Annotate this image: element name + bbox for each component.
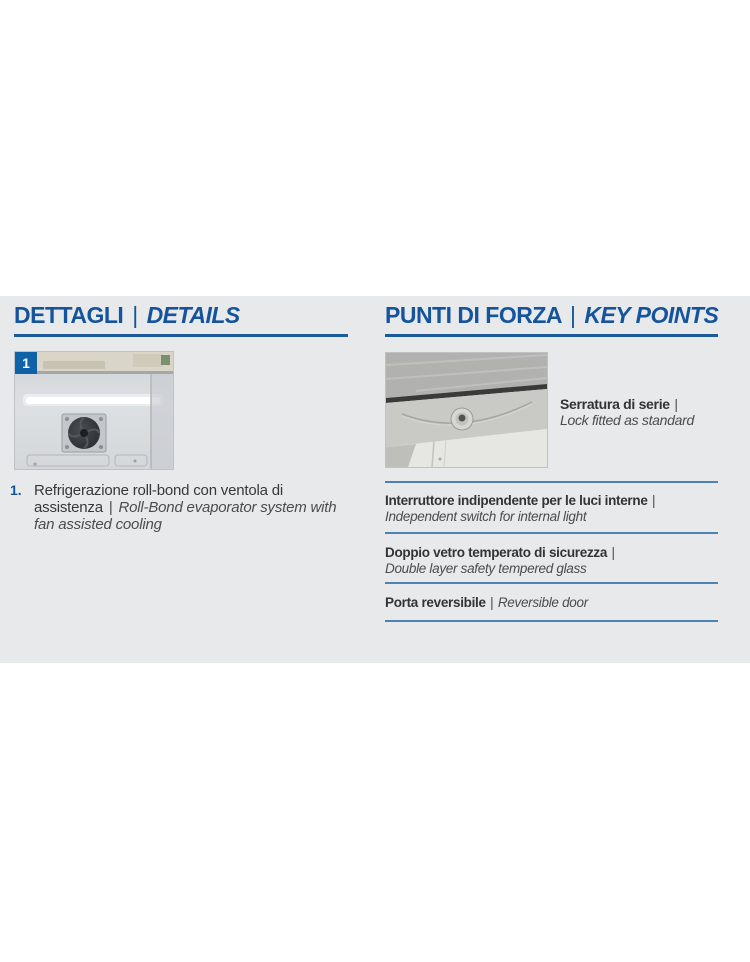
key-point-divider [385,582,718,584]
key-point-3-italian: Doppio vetro temperato di sicurezza [385,545,608,560]
key-point-3-english: Double layer safety tempered glass [385,561,587,576]
key-point-2-english: Independent switch for internal light [385,509,587,524]
fridge-interior-fan-photo [14,351,174,470]
detail-item-number: 1. [10,482,22,498]
detail-text-english: Roll-Bond evaporator system with fan assisted cooling [34,499,337,533]
key-points-title-separator: | [570,302,576,328]
detail-text-separator: | [108,499,113,516]
product-info-panel [0,296,750,663]
key-point-divider [385,481,718,483]
key-point-2-italian: Interruttore indipendente per le luci interne [385,493,648,508]
key-point-3 [385,545,725,577]
door-lock-illustration [386,353,547,467]
details-section [10,296,348,663]
key-points-section-title [385,301,718,337]
key-point-4-italian: Porta reversibile [385,595,486,610]
detail-text-italian: Refrigerazione roll-bond con ventola di assistenza [34,482,284,516]
key-point-1-italian: Serratura di serie [560,396,670,412]
key-points-section [385,296,718,663]
door-lock-photo [385,352,548,468]
details-title-english: DETAILS [146,302,240,328]
key-point-1-separator: | [674,396,678,412]
key-point-4-english: Reversible door [497,595,588,610]
key-point-4-separator: | [490,595,494,610]
key-point-2 [385,493,725,525]
detail-item-text [34,482,348,533]
key-point-2-separator: | [652,493,656,508]
key-points-title-english: KEY POINTS [584,302,719,328]
photo-number-badge: 1 [15,352,37,374]
key-point-3-separator: | [611,545,615,560]
key-points-title-italian: PUNTI DI FORZA [385,302,562,328]
details-section-title [14,301,348,337]
key-point-1-caption [560,396,725,428]
fridge-interior-illustration [15,352,173,469]
details-title-italian: DETTAGLI [14,302,124,328]
key-point-4 [385,595,725,611]
key-point-1-english: Lock fitted as standard [560,412,694,428]
detail-item-1 [10,482,348,533]
details-title-separator: | [132,302,138,328]
key-point-divider [385,620,718,622]
key-point-divider [385,532,718,534]
